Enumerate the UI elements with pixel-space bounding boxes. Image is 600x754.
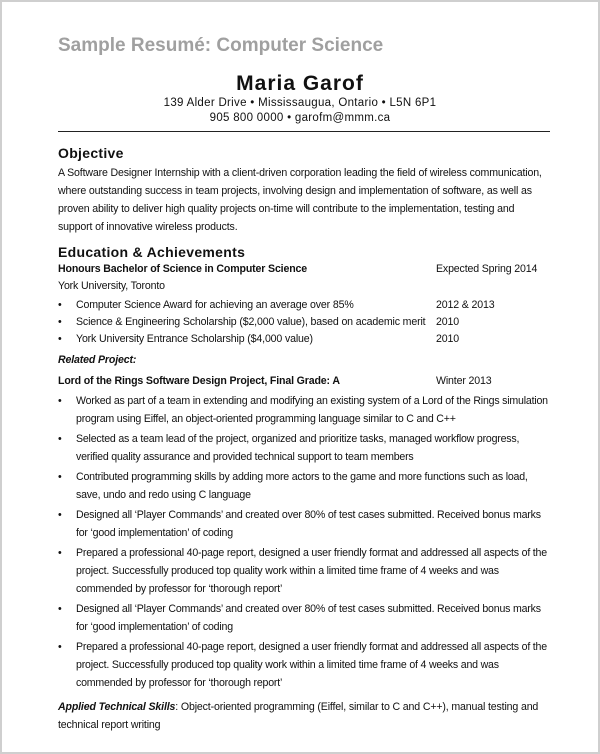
bullet-text: Designed all ‘Player Commands’ and created over 80% of test cases submitted. Received bonus marks for ‘good implementation’ of coding [76, 603, 541, 633]
bullet: • [58, 547, 62, 559]
school: York University, Toronto [58, 280, 165, 292]
award-date: 2010 [436, 316, 459, 328]
degree-date: Expected Spring 2014 [436, 263, 538, 275]
related-project-row [58, 352, 550, 369]
list-item [58, 600, 550, 636]
award-item [58, 297, 550, 314]
list-item [58, 430, 550, 466]
award-item [58, 314, 550, 331]
bullet: • [58, 433, 62, 445]
award-text: Science & Engineering Scholarship ($2,000 value), based on academic merit [76, 316, 426, 328]
degree-row [58, 261, 550, 278]
list-item [58, 468, 550, 504]
award-date: 2010 [436, 333, 459, 345]
resume-content [58, 0, 550, 754]
list-item [58, 638, 550, 692]
education-heading: Education & Achievements [58, 244, 246, 260]
header-divider [58, 131, 550, 132]
bullet: • [58, 641, 62, 653]
bullet-text: Worked as part of a team in extending and modifying an existing system of a Lord of the Rings simulation program using Eiffel, an object-oriented programming language similar to C and C++ [76, 395, 548, 425]
bullet: • [58, 395, 62, 407]
bullet: • [58, 333, 62, 345]
bullet-text: Selected as a team lead of the project, organized and prioritize tasks, managed workflow progress, verified quality assurance and provided technical support to team members [76, 433, 520, 463]
document-title: Sample Resumé: Computer Science [58, 35, 384, 56]
contact: 905 800 0000 • garofm@mmm.ca [209, 112, 391, 124]
address: 139 Alder Drive • Mississaugua, Ontario • L5N 6P1 [163, 97, 437, 109]
award-date: 2012 & 2013 [436, 299, 495, 311]
school-row [58, 278, 550, 295]
bullet: • [58, 471, 62, 483]
related-project-label: Related Project: [58, 354, 137, 366]
skills-label: Applied Technical Skills [58, 701, 176, 713]
bullet-text: Contributed programming skills by adding more actors to the game and more functions such as load, save, undo and redo using C language [76, 471, 528, 501]
objective-text: A Software Designer Internship with a client-driven corporation leading the field of wireless communication, where outstanding success in team projects, involving design and implementation of software, as well as proven ability to deliver high quality projects on-time will contribute to the implementation, testing and support of innovative wireless products. [58, 167, 542, 233]
candidate-name: Maria Garof [236, 72, 364, 95]
skills-text: : Object-oriented programming (Eiffel, similar to C and C++), manual testing and technical report writing [58, 701, 539, 731]
award-text: Computer Science Award for achieving an average over 85% [76, 299, 354, 311]
list-item [58, 506, 550, 542]
list-item [58, 544, 550, 598]
bullet-text: Prepared a professional 40-page report, designed a user friendly format and addressed all aspects of the project. Successfully produced top quality work within a limited time frame of 4 weeks and was commended by professor for ‘thorough report’ [76, 547, 547, 595]
bullet: • [58, 509, 62, 521]
award-item [58, 331, 550, 348]
bullet: • [58, 603, 62, 615]
bullet: • [58, 299, 62, 311]
degree: Honours Bachelor of Science in Computer Science [58, 263, 308, 275]
bullet-text: Prepared a professional 40-page report, designed a user friendly format and addressed all aspects of the project. Successfully produced top quality work within a limited time frame of 4 weeks and was commended by professor for ‘thorough report’ [76, 641, 547, 689]
project-row [58, 373, 550, 390]
bullet: • [58, 316, 62, 328]
bullet-text: Designed all ‘Player Commands’ and created over 80% of test cases submitted. Received bonus marks for ‘good implementation’ of coding [76, 509, 541, 539]
objective-heading: Objective [58, 145, 124, 161]
list-item [58, 392, 550, 428]
awards-list [58, 297, 550, 348]
project-bullets [58, 392, 550, 692]
award-text: York University Entrance Scholarship ($4,000 value) [76, 333, 313, 345]
skills [58, 698, 550, 734]
project-title: Lord of the Rings Software Design Project, Final Grade: A [58, 375, 340, 387]
project-date: Winter 2013 [436, 375, 492, 387]
